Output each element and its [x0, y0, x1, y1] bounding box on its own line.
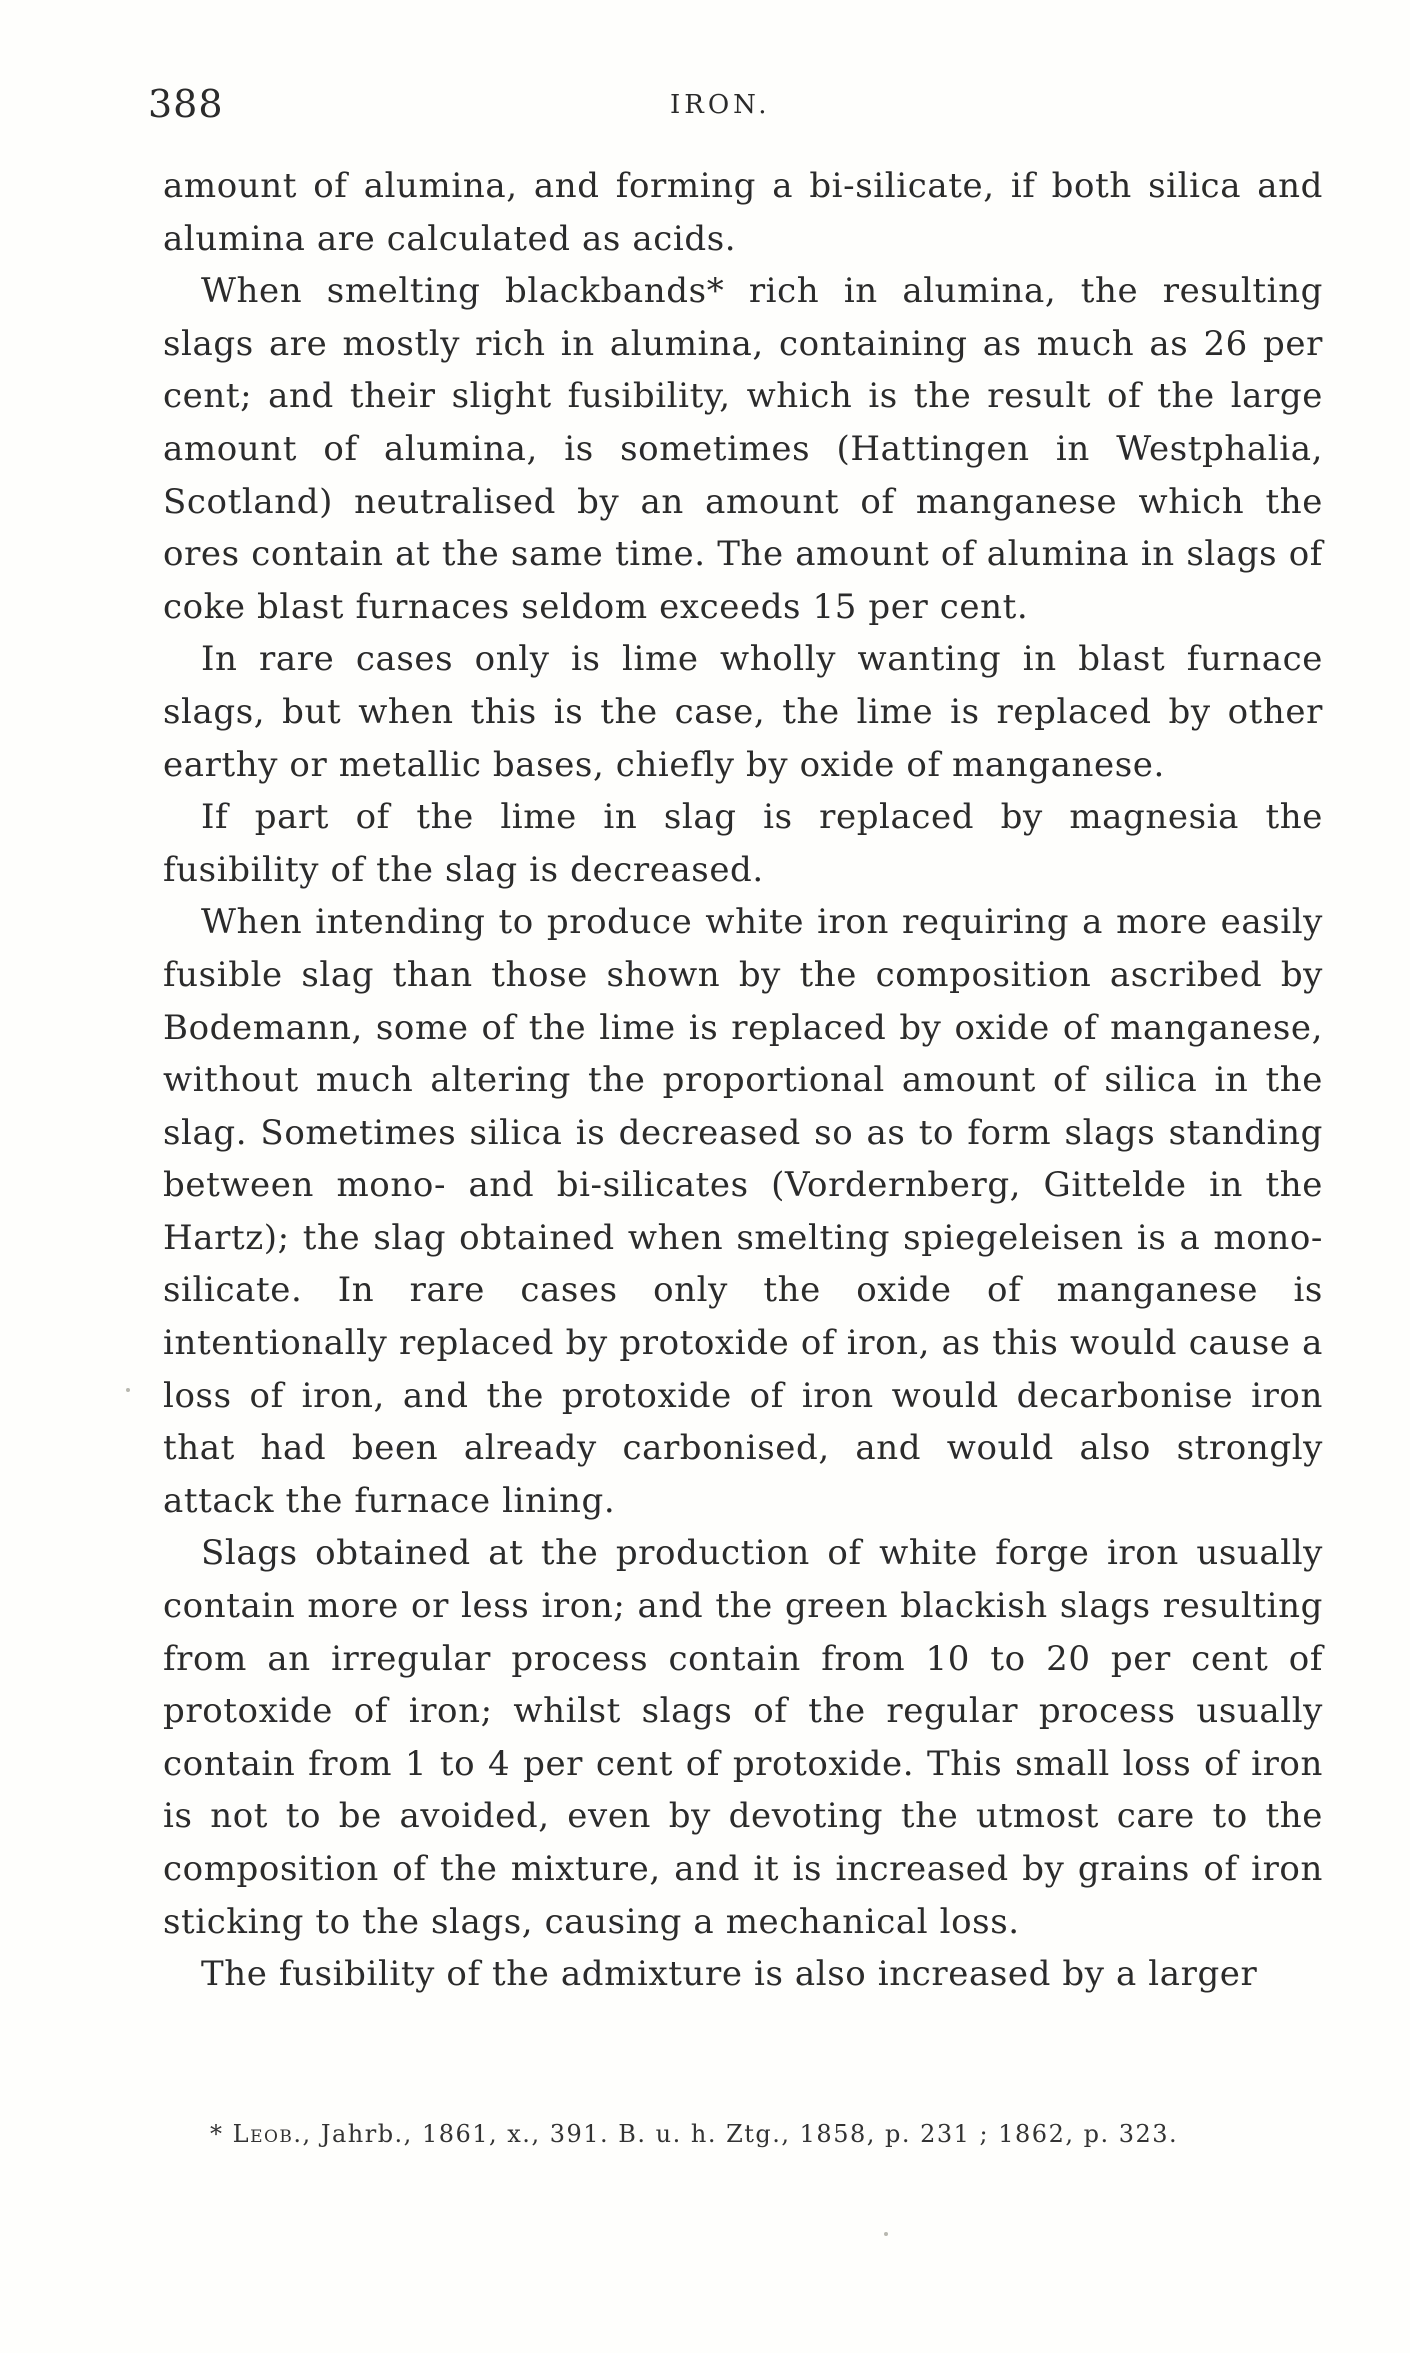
running-head	[140, 82, 1330, 132]
footnote	[210, 2120, 1330, 2148]
paragraph-magnesia: If part of the lime in slag is replaced by magnesia the fusibility of the slag is decreased.	[163, 797, 1323, 890]
paragraph-forge-iron-slags: Slags obtained at the production of white forge iron usually contain more or less iron; and the green blackish slags resulting from an irregular process contain from 10 to 20 per cent of protoxide of iron; whilst slags of the regular process usually contain from 1 to 4 per cent of protoxide. This small loss of iron is not to be avoided, even by devoting the utmost care to the composition of the mixture, and it is increased by grains of iron sticking to the slags, causing a mechanical loss.	[163, 1533, 1323, 1942]
margin-speck	[126, 1388, 130, 1392]
body-text	[163, 160, 1323, 2001]
paragraph-fusibility: The fusibility of the admixture is also increased by a larger	[201, 1954, 1258, 1995]
paragraph-lime-wanting: In rare cases only is lime wholly wanting in blast furnace slags, but when this is the case, the lime is replaced by other earthy or metallic bases, chiefly by oxide of manganese.	[163, 639, 1323, 785]
footnote-marker: *	[210, 2120, 224, 2148]
paragraph-blackbands: When smelting blackbands* rich in alumina, the resulting slags are mostly rich in alumina, containing as much as 26 per cent; and their slight fusibility, which is the result of the large amount of alumina, is sometimes (Hattingen in Westphalia, Scotland) neutralised by an amount of manganese which the ores contain at the same time. The amount of alumina in slags of coke blast furnaces seldom exceeds 15 per cent.	[163, 271, 1323, 627]
paragraph-continued: amount of alumina, and forming a bi-silicate, if both silica and alumina are calculated as acids.	[163, 166, 1323, 259]
footnote-text: Jahrb., 1861, x., 391. B. u. h. Ztg., 1858, p. 231 ; 1862, p. 323.	[320, 2120, 1179, 2148]
page-number: 388	[148, 82, 224, 126]
footnote-author: Leob.,	[232, 2120, 312, 2148]
paragraph-white-iron: When intending to produce white iron requiring a more easily fusible slag than those shown by the composition ascribed by Bodemann, some of the lime is replaced by oxide of manganese, without much altering the proportional amount of silica in the slag. Sometimes silica is decreased so as to form slags standing between mono- and bi-silicates (Vordernberg, Gittelde in the Hartz); the slag obtained when smelting spiegeleisen is a mono-silicate. In rare cases only the oxide of manganese is intentionally replaced by protoxide of iron, as this would cause a loss of iron, and the protoxide of iron would decarbonise iron that had been already carbonised, and would also strongly attack the furnace lining.	[163, 902, 1323, 1521]
running-title: IRON.	[670, 90, 771, 120]
margin-speck	[884, 2232, 888, 2236]
